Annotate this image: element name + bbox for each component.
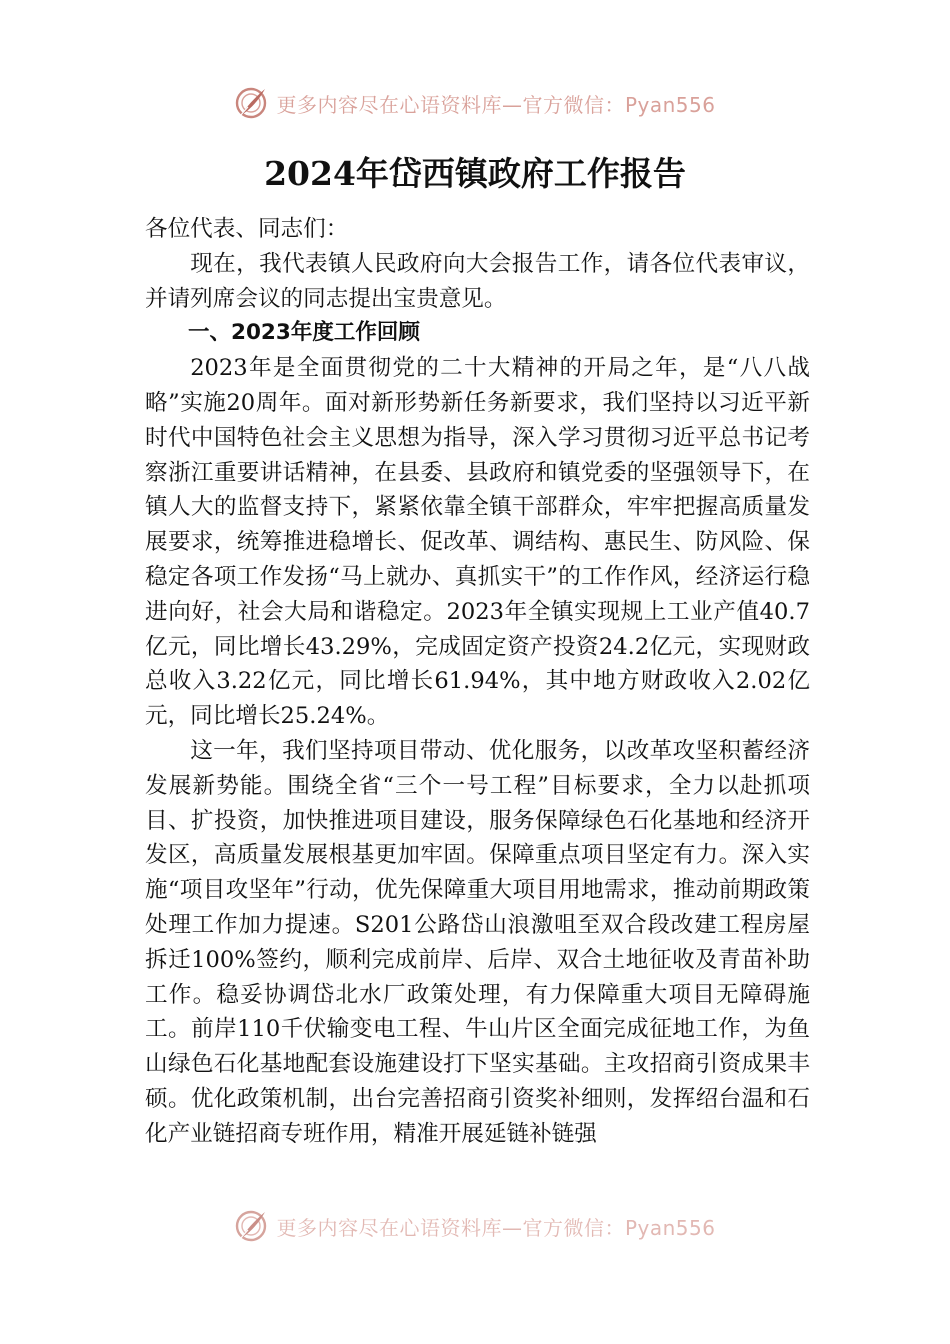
quill-pen-circle-icon (234, 1209, 268, 1243)
section-heading: 一、2023年度工作回顾 (188, 320, 420, 346)
document-body (145, 212, 810, 1152)
paragraph: 这一年，我们坚持项目带动、优化服务，以改革攻坚积蓄经济发展新势能。围绕全省“三个一号工程”目标要求，全力以赴抓项目、扩投资，加快推进项目建设，服务保障绿色石化基地和经济开发区，高质量发展根基更加牢固。保障重点项目坚定有力。深入实施“项目攻坚年”行动，优先保障重大项目用地需求，推动前期政策处理工作加力提速。S201公路岱山浪激咀至双合段改建工程房屋拆迁100%签约，顺利完成前岸、后岸、双合土地征收及青苗补助工作。稳妥协调岱北水厂政策处理，有力保障重大项目无障碍施工。前岸110千伏输变电工程、牛山片区全面完成征地工作，为鱼山绿色石化基地配套设施建设打下坚实基础。主攻招商引资成果丰硕。优化政策机制，出台完善招商引资奖补细则，发挥绍台温和石化产业链招商专班作用，精准开展延链补链强 (145, 737, 810, 1147)
paragraph: 现在，我代表镇人民政府向大会报告工作，请各位代表审议，并请列席会议的同志提出宝贵意见。 (145, 250, 810, 312)
salutation: 各位代表、同志们： (145, 216, 349, 242)
document-title: 2024年岱西镇政府工作报告 (264, 154, 686, 193)
paragraph: 2023年是全面贯彻党的二十大精神的开局之年，是“八八战略”实施20周年。面对新形势新任务新要求，我们坚持以习近平新时代中国特色社会主义思想为指导，深入学习贯彻习近平总书记考察浙江重要讲话精神，在县委、县政府和镇党委的坚强领导下，在镇人大的监督支持下，紧紧依靠全镇干部群众，牢牢把握高质量发展要求，统筹推进稳增长、促改革、调结构、惠民生、防风险、保稳定各项工作发扬“马上就办、真抓实干”的工作作风，经济运行稳进向好，社会大局和谐稳定。2023年全镇实现规上工业产值40.7亿元，同比增长43.29%，完成固定资产投资24.2亿元，实现财政总收入3.22亿元，同比增长61.94%，其中地方财政收入2.02亿元，同比增长25.24%。 (145, 355, 810, 730)
watermark-header (0, 83, 950, 123)
watermark-text: 更多内容尽在心语资料库—官方微信：Pyan556 (276, 1215, 716, 1240)
watermark-text: 更多内容尽在心语资料库—官方微信：Pyan556 (276, 92, 716, 117)
watermark-footer (0, 1206, 950, 1246)
quill-pen-circle-icon (234, 86, 268, 120)
